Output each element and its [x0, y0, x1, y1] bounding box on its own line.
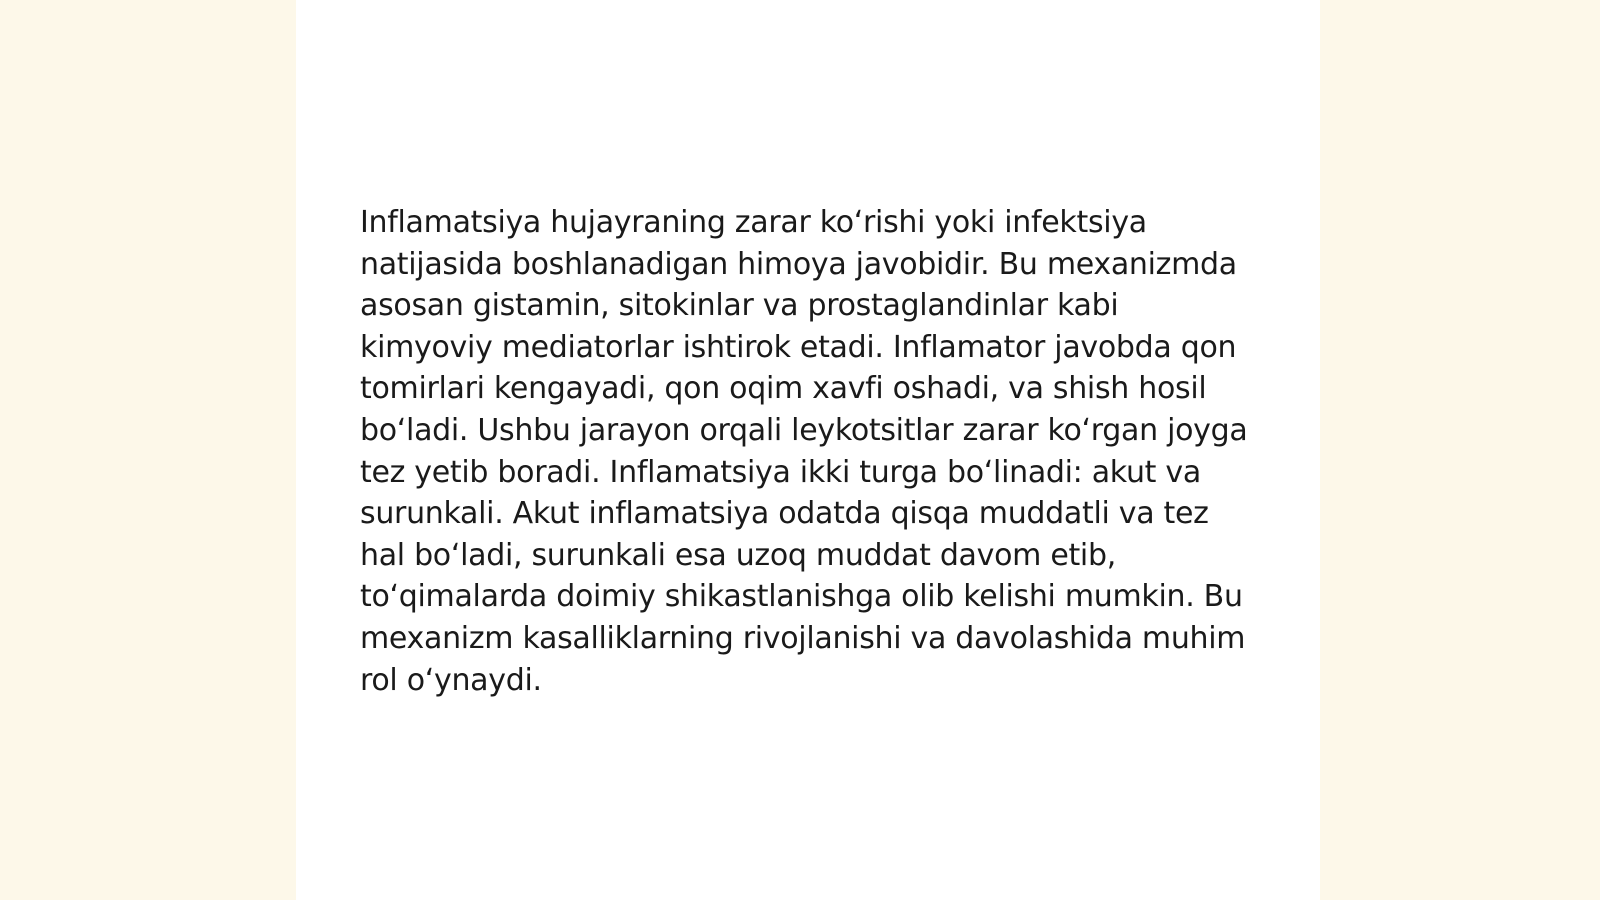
- document-page: [296, 0, 1320, 900]
- text-block: [360, 202, 1250, 701]
- body-paragraph: Inflamatsiya hujayraning zarar koʻrishi yoki infektsiya natijasida boshlanadigan himoya javobidir. Bu mexanizmda asosan gistamin, sitokinlar va prostaglandinlar kabi kimyoviy mediatorlar ishtirok etadi. Inflamator javobda qon tomirlari kengayadi, qon oqim xavfi oshadi, va shish hosil boʻladi. Ushbu jarayon orqali leykotsitlar zarar koʻrgan joyga tez yetib boradi. Inflamatsiya ikki turga boʻlinadi: akut va surunkali. Akut inflamatsiya odatda qisqa muddatli va tez hal boʻladi, surunkali esa uzoq muddat davom etib, toʻqimalarda doimiy shikastlanishga olib kelishi mumkin. Bu mexanizm kasalliklarning rivojlanishi va davolashida muhim rol oʻynaydi.: [360, 205, 1248, 698]
